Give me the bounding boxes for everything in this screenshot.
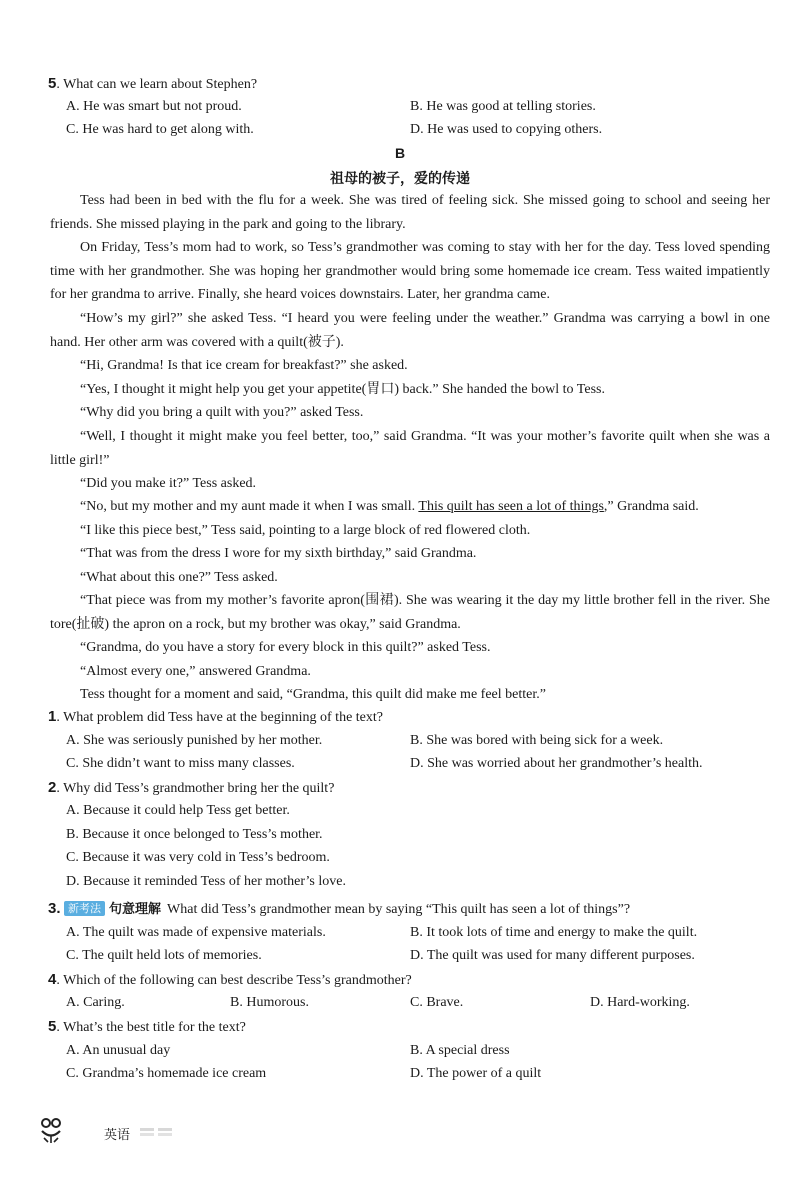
passage-title: 祖母的被子，爱的传递 bbox=[330, 171, 470, 187]
passage-paragraph-3: “How’s my girl?” she asked Tess. “I heard you were feeling under the weather.” Grandma was carrying a bowl in one hand. Her other arm was covered with a quilt(被子). bbox=[50, 311, 770, 350]
option-c: C. Because it was very cold in Tess’s bedroom. bbox=[66, 850, 330, 865]
question-stem: . What’s the best title for the text? bbox=[56, 1020, 246, 1035]
passage-paragraph-4: “Hi, Grandma! Is that ice cream for breakfast?” she asked. bbox=[80, 358, 408, 373]
passage-paragraph-13: “That piece was from my mother’s favorite apron(围裙). She was wearing it the day my little brother fell in the river. She tore(扯破) the apron on a rock, but my brother was okay,” said Grandma. bbox=[50, 593, 770, 632]
option-b: B. It took lots of time and energy to make the quilt. bbox=[410, 925, 698, 940]
option-b: B. Because it once belonged to Tess’s mother. bbox=[66, 827, 323, 842]
option-a: A. Caring. bbox=[66, 995, 125, 1010]
option-d: D. He was used to copying others. bbox=[410, 122, 603, 137]
section-letter: B bbox=[394, 145, 406, 161]
passage-paragraph-11: “That was from the dress I wore for my sixth birthday,” said Grandma. bbox=[80, 546, 477, 561]
question-number: 1 bbox=[48, 708, 57, 725]
question-5 bbox=[48, 1017, 770, 1038]
option-c: C. Brave. bbox=[410, 995, 464, 1010]
new-format-badge: 新考法 bbox=[64, 901, 105, 916]
option-d: D. Because it reminded Tess of her mother’s love. bbox=[66, 874, 346, 889]
passage-paragraph-16: Tess thought for a moment and said, “Grandma, this quilt did make me feel better.” bbox=[80, 687, 546, 702]
passage-paragraph-8: “Did you make it?” Tess asked. bbox=[80, 476, 257, 491]
option-a: A. She was seriously punished by her mother. bbox=[66, 733, 323, 748]
question-4 bbox=[48, 970, 770, 991]
option-d: D. The power of a quilt bbox=[410, 1066, 542, 1081]
option-c: C. Grandma’s homemade ice cream bbox=[66, 1066, 267, 1081]
passage-paragraph-1: Tess had been in bed with the flu for a week. She was tired of feeling sick. She missed going to school and seeing her friends. She missed playing in the park and going to the library. bbox=[50, 193, 770, 232]
passage-paragraph-14: “Grandma, do you have a story for every block in this quilt?” asked Tess. bbox=[80, 640, 491, 655]
underlined-sentence: This quilt has seen a lot of things bbox=[418, 499, 604, 514]
option-a: A. An unusual day bbox=[66, 1043, 171, 1058]
question-stem: . What can we learn about Stephen? bbox=[56, 77, 258, 92]
option-d: D. She was worried about her grandmother’s health. bbox=[410, 756, 703, 771]
publisher-logo-icon bbox=[38, 1116, 64, 1144]
option-c: C. The quilt held lots of memories. bbox=[66, 948, 262, 963]
question-number: 4 bbox=[48, 971, 57, 988]
option-b: B. Humorous. bbox=[230, 995, 309, 1010]
question-stem: . Which of the following can best describe Tess’s grandmother? bbox=[56, 973, 412, 988]
option-a: A. Because it could help Tess get better. bbox=[66, 803, 290, 818]
question-number: 3 bbox=[48, 900, 57, 917]
question-2 bbox=[48, 778, 770, 799]
option-c: C. He was hard to get along with. bbox=[66, 122, 254, 137]
option-d: D. Hard-working. bbox=[590, 995, 690, 1010]
option-b: B. He was good at telling stories. bbox=[410, 99, 596, 114]
option-b: B. A special dress bbox=[410, 1043, 510, 1058]
passage-paragraph-12: “What about this one?” Tess asked. bbox=[80, 570, 278, 585]
footer-watermark-icon bbox=[140, 1126, 174, 1138]
passage-paragraph-7: “Well, I thought it might make you feel better, too,” said Grandma. “It was your mother’s favorite quilt when she was a little girl!” bbox=[50, 429, 770, 468]
paragraph-text: “No, but my mother and my aunt made it when I was small. bbox=[80, 499, 419, 514]
paragraph-text: ,” Grandma said. bbox=[603, 499, 699, 514]
question-3: 3. 新考法 句意理解 What did Tess’s grandmother mean by saying “This quilt has seen a lot of things”? bbox=[48, 900, 631, 917]
passage-paragraph-9 bbox=[50, 495, 770, 519]
question-number: 5 bbox=[48, 1018, 57, 1035]
question-stem: . Why did Tess’s grandmother bring her the quilt? bbox=[56, 781, 335, 796]
footer-subject: 英语 bbox=[104, 1128, 131, 1143]
option-b: B. She was bored with being sick for a week. bbox=[410, 733, 664, 748]
passage-paragraph-6: “Why did you bring a quilt with you?” asked Tess. bbox=[80, 405, 364, 420]
passage-paragraph-10: “I like this piece best,” Tess said, pointing to a large block of red flowered cloth. bbox=[80, 523, 531, 538]
option-a: A. The quilt was made of expensive materials. bbox=[66, 925, 326, 940]
question-prev-5 bbox=[48, 74, 770, 95]
passage-paragraph-5: “Yes, I thought it might help you get your appetite(胃口) back.” She handed the bowl to Tess. bbox=[80, 382, 605, 397]
option-d: D. The quilt was used for many different purposes. bbox=[410, 948, 695, 963]
passage-paragraph-15: “Almost every one,” answered Grandma. bbox=[80, 664, 311, 679]
question-number: 2 bbox=[48, 779, 57, 796]
question-type-tag: 句意理解 bbox=[109, 902, 162, 917]
option-c: C. She didn’t want to miss many classes. bbox=[66, 756, 295, 771]
question-number: 5 bbox=[48, 75, 57, 92]
question-1 bbox=[48, 707, 770, 728]
question-stem: . What problem did Tess have at the beginning of the text? bbox=[56, 710, 383, 725]
passage-paragraph-2: On Friday, Tess’s mom had to work, so Tess’s grandmother was coming to stay with her for the day. Tess loved spending time with her grandmother. She was hoping her grandmother would bring some homemade ice cream. Tess waited impatiently for her grandma to arrive. Finally, she heard voices downstairs. Later, her grandma came. bbox=[50, 240, 770, 302]
option-a: A. He was smart but not proud. bbox=[66, 99, 242, 114]
question-stem: What did Tess’s grandmother mean by saying “This quilt has seen a lot of things”? bbox=[167, 902, 631, 917]
